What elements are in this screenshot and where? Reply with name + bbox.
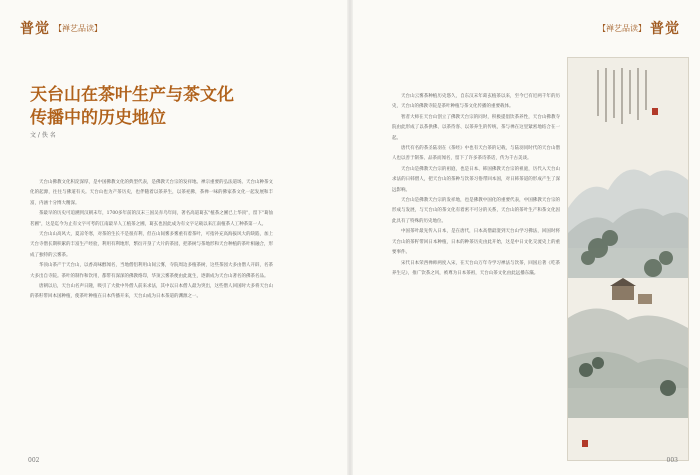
- title-line-1: 天台山在茶叶生产与茶文化: [30, 85, 234, 105]
- paragraph: 天台山是佛教天台宗的祖庭，也是日本、韩国佛教天台宗的祖庭，历代入天台山求法的日韩僧人，把天台山的茶种与饮茶习俗带回本国，对日韩茶道的形成产生了深远影响。: [392, 166, 560, 193]
- red-seal: [652, 108, 658, 115]
- right-header: [594, 18, 680, 38]
- right-page: [350, 0, 700, 475]
- paragraph: 茶最早的历史可追溯到汉朝末年，1700多年前的汉末三国吴赤乌年间，著名高道葛玄"植茶之圃已上华顶"，留下"葛仙茗圃"，这是迄今为止有文字可考的江南最早人工植茶之圃，葛玄也因此成为有文字记载以来江南植茶人工种茶第一人。: [30, 211, 273, 227]
- paragraph: 天台山山高风大，夏凉冬寒，对茶的生长不是很有利，但在山间雾多雾重有着茶叶，可指补充高海拔风大的缺陷，加上天台寺僧长期积累的丰富生产经验，利用有利地形，繁衍开垦了大片的茶园，把茶树与茶地形和天台种植的茶叶相融合，形成了独特的云雾茶。: [30, 232, 273, 258]
- paragraph: 天台山云雾茶种植历史悠久，自东汉末年葛玄植茶以来，至今已有近两千年的历史，天台山的佛教寺院是茶叶种植与茶文化传播的重要载体。: [392, 94, 560, 110]
- title-line-2: 传播中的历史地位: [30, 108, 166, 128]
- left-header: [20, 18, 106, 38]
- brand-logo: 普觉: [650, 21, 680, 37]
- paragraph: 天台山是佛教天台宗的发祥地，也是佛教中国化的重要代表，中国佛教天台宗的形成与发展，与天台山的茶文化有着密不可分的关系，天台山的茶叶生产和茶文化因此具有了特殊的历史地位。: [392, 198, 560, 224]
- paragraph: 宋代日本荣西禅师两度入宋，在天台山万年寺学习禅法与饮茶，回国后著《吃茶养生记》，推广饮茶之风，被尊为日本茶祖，天台山茶文化由此远播东瀛。: [392, 260, 560, 276]
- byline: 文 / 佚 名: [30, 132, 56, 139]
- left-body-text: [30, 178, 273, 303]
- section-label: 【禅艺品读】: [598, 23, 646, 33]
- paragraph: 智者大师在天台山创立了佛教天台宗的同时，积极提倡饮茶养性，天台山佛教寺院由此形成了以茶供佛、以茶待客、以茶养生的传统，茶与禅在这里紧密地结合在一起。: [392, 114, 560, 141]
- brand-logo: 普觉: [20, 21, 50, 37]
- page-number-left: 002: [28, 457, 40, 464]
- right-body-text: [392, 92, 560, 279]
- paragraph: 天台山佛教文化积淀深厚，是中国佛教文化的典型代表，是佛教天台宗的发祥地。禅宗重要的弘法道场。天台山种茶文化的起源，往往与佛道有关。天台山也为产茶历史，也伴随着以茶养生，以茶祀佛，茶禅一味的佛家茶文化一起发展和丰富，内涵十分博大精深。: [30, 180, 273, 206]
- page-number-right: 003: [666, 457, 678, 464]
- paragraph: 唐代有名的茶圣陆羽在《茶经》中也有天台茶的记载，与陆羽同时代的天台山僧人也以善于制茶、品茶而闻名，留下了许多茶诗茶话，传为千古美谈。: [392, 146, 560, 162]
- paragraph: 华顶山茶产于天台山，以香高味醇闻名，当地僧侣利用山间云雾，寺院周边多植茶树，这些茶园大多由僧人开辟，名茶大多出自寺院。茶叶的制作和饮用，都带有深深的佛教烙印，华顶云雾茶便由此诞生，逐渐成为天台山著名的佛茶名品。: [30, 263, 273, 279]
- article-title: [30, 84, 280, 130]
- paragraph: 中国茶叶最先传入日本，是在唐代，日本高僧最澄到天台山学习佛法，回国时将天台山的茶籽带回日本种植，日本的种茶历史由此开始，这是中日文化交流史上的重要事件。: [392, 229, 560, 256]
- landscape-scroll-painting: [567, 57, 689, 461]
- paragraph: 唐朝以后，天台山名声日隆，吸引了大批中外僧人前来求法，其中以日本僧人最为突出，这些僧人回国时大多将天台山的茶籽带回本国种植，使茶叶种植在日本传播开来，天台山成为日本茶道的渊源之一。: [30, 284, 273, 300]
- section-label: 【禅艺品读】: [54, 23, 102, 33]
- painting-artwork: [568, 58, 688, 460]
- bottom-seal: [582, 440, 588, 447]
